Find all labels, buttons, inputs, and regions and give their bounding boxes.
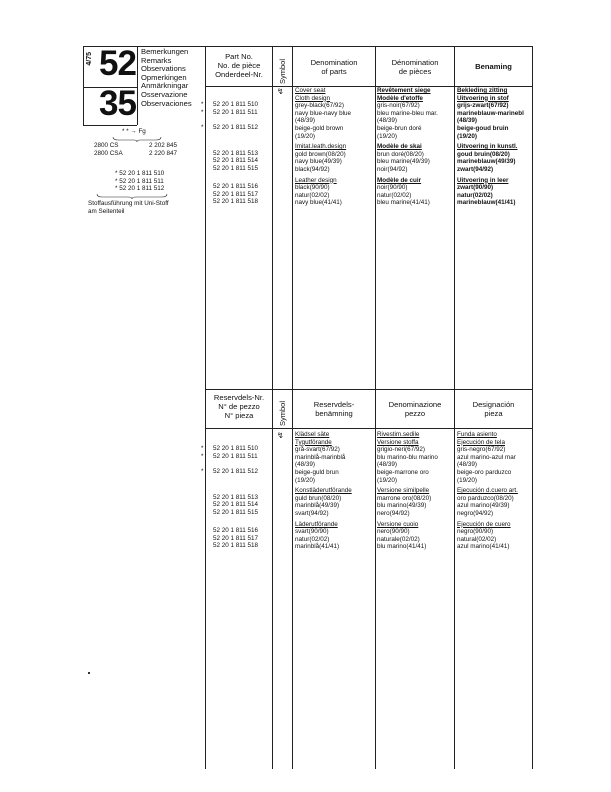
description-line: gris-negro(67/92) xyxy=(457,446,506,454)
model-code: 2 202 845 xyxy=(149,142,178,149)
description-line: beige-marrone oro xyxy=(377,468,429,476)
models-block xyxy=(94,142,177,157)
section-heading: Bekleding zitting xyxy=(457,87,508,94)
part-star xyxy=(201,535,213,543)
section-heading: Uitvoering in stof xyxy=(457,94,509,102)
part-number-row xyxy=(201,453,258,461)
description-line: beige-guld brun xyxy=(295,468,339,476)
part-number: 52 20 1 811 518 xyxy=(213,198,259,206)
description-line: noir(90/90) xyxy=(377,184,408,192)
description-line: grigio-neri(67/92) xyxy=(377,446,425,454)
part-number-row xyxy=(201,101,258,109)
description-line: (48/39) xyxy=(457,461,477,469)
section-heading: Ejecución d.cuero art. xyxy=(457,487,518,495)
part-numbers-top xyxy=(201,101,258,206)
part-number-row xyxy=(201,445,258,453)
description-line: zwart(94/92) xyxy=(457,165,494,173)
header-denomination-fr: Dénomination de pièces xyxy=(391,58,439,76)
part-number-row xyxy=(201,494,258,502)
description-line: azul marino(41/41) xyxy=(457,543,510,551)
part-number-row xyxy=(201,460,258,468)
description-line: blu marino-blu marino xyxy=(377,453,438,461)
section-heading: Versione similpelle xyxy=(377,487,430,495)
description-line: beige-gold brown xyxy=(295,124,344,132)
description-line: gold brown(08/20) xyxy=(295,150,346,158)
description-line: natur(02/02) xyxy=(457,191,493,199)
part-number: 52 20 1 811 510 xyxy=(213,101,259,108)
part-number-row xyxy=(201,519,258,527)
description-line: marrone oro(08/20) xyxy=(377,494,432,502)
part-star: * xyxy=(201,108,204,116)
description-line: azul marino-azul mar xyxy=(457,453,516,461)
description-line: (19/20) xyxy=(457,132,477,140)
description-line: (19/20) xyxy=(377,132,397,140)
section-heading: Klädsel säte xyxy=(295,431,330,438)
part-star xyxy=(201,527,213,535)
description-line: natur(02/02) xyxy=(295,191,330,199)
description-line: zwart(90/90) xyxy=(457,184,494,192)
column-fr xyxy=(377,87,438,207)
section-heading: Cover seat xyxy=(295,87,326,94)
part-number-row xyxy=(201,535,258,543)
divider-right xyxy=(532,46,533,769)
description-line: guld brun(08/20) xyxy=(295,494,342,502)
description-line: (19/20) xyxy=(457,476,477,484)
part-star: * xyxy=(201,445,204,452)
description-line: marineblauw(49/39) xyxy=(457,158,516,166)
model-row xyxy=(94,142,177,150)
part-star xyxy=(201,198,213,206)
remarks-marker: * * → Fg xyxy=(122,128,146,135)
description-line: navy blue(49/39) xyxy=(295,158,342,166)
part-number-row xyxy=(201,150,258,158)
section-divider xyxy=(205,389,532,390)
section-heading: Imitat.leath.design xyxy=(295,143,347,151)
description-line: negro(90/90) xyxy=(457,528,494,536)
part-star xyxy=(201,501,213,509)
part-number-row xyxy=(201,183,258,191)
part-number: 52 20 1 811 511 xyxy=(213,108,258,116)
part-number-row xyxy=(201,116,258,124)
part-number: 52 20 1 811 515 xyxy=(213,164,259,172)
section-heading: Versione cuoio xyxy=(377,520,419,528)
description-line: navy blue-navy blue xyxy=(295,109,352,117)
part-number-row xyxy=(201,142,258,150)
part-number-row xyxy=(201,165,258,173)
part-star: * xyxy=(201,123,204,131)
description-line: beige-oro parduzco xyxy=(457,468,512,476)
description-line: svart(90/90) xyxy=(295,528,329,536)
column-sv xyxy=(295,431,352,551)
part-number-row xyxy=(201,527,258,535)
part-star xyxy=(201,542,213,550)
part-star xyxy=(201,165,213,173)
header-reservdels: Reservdels- benämning xyxy=(313,400,355,418)
header-symbol-bottom: Symbol xyxy=(278,400,287,426)
description-line: beige-brun doré xyxy=(377,124,422,132)
remark-parts xyxy=(115,170,164,193)
part-number-row xyxy=(201,157,258,165)
page-label: 4/75 xyxy=(86,52,93,66)
part-star: * xyxy=(201,101,204,108)
description-line: gris-noir(67/92) xyxy=(377,102,420,110)
section-heading: Konstläderutförande xyxy=(295,487,352,495)
remarks-label: Osservazione xyxy=(141,89,188,99)
remarks-label: Bemerkungen xyxy=(141,47,189,56)
part-number-row xyxy=(201,468,258,476)
description-line: blu marino(41/41) xyxy=(377,543,427,551)
description-line: (19/20) xyxy=(295,476,315,484)
part-star xyxy=(201,157,213,165)
section-heading: Tygutförande xyxy=(295,438,332,446)
description-line: black(94/92) xyxy=(295,165,330,173)
brace-icon xyxy=(96,193,168,199)
description-line: noir(94/92) xyxy=(377,165,408,173)
remarks-label: Observaciones xyxy=(141,98,192,108)
header-denomination: Denomination of parts xyxy=(310,58,358,76)
column-en xyxy=(295,87,351,207)
part-number-row xyxy=(201,124,258,132)
header-benaming: Benaming xyxy=(475,62,512,71)
part-number: 52 20 1 811 515 xyxy=(213,508,259,516)
part-number-row xyxy=(201,509,258,517)
section-heading: Leather design xyxy=(295,176,337,184)
description-line: black(90/90) xyxy=(295,184,330,192)
remark-part-number: * 52 20 1 811 510 xyxy=(115,170,165,177)
subgroup-number: 35 xyxy=(99,84,136,123)
part-number-row xyxy=(201,131,258,139)
section-heading: Modèle de cuir xyxy=(377,176,422,184)
model-row xyxy=(94,150,177,158)
part-number: 52 20 1 811 513 xyxy=(213,493,259,501)
description-line: grijs-zwart(67/92) xyxy=(457,102,509,110)
description-line: goud bruin(08/20) xyxy=(457,150,510,158)
description-line: marineblauw(41/41) xyxy=(457,199,516,207)
part-number: 52 20 1 811 514 xyxy=(213,157,259,165)
description-line: natural(02/02) xyxy=(457,535,497,543)
description-line: oro parduzco(08/20) xyxy=(457,494,514,502)
description-line: natur(02/02) xyxy=(295,535,330,543)
description-line: naturale(02/02) xyxy=(377,535,420,543)
column-it xyxy=(377,431,438,551)
header-reservdels-nr: Reservdels-Nr. N° de pezzo N° pieza xyxy=(213,393,265,420)
part-star xyxy=(201,191,213,199)
section-heading: Versione stoffa xyxy=(377,438,419,446)
part-number: 52 20 1 811 512 xyxy=(213,123,259,131)
part-star xyxy=(201,150,213,158)
section-heading: Uitvoering in kunstl. xyxy=(457,143,518,151)
part-number: 52 20 1 811 516 xyxy=(213,182,259,190)
remarks-label: Anmärkningar xyxy=(141,81,189,91)
section-heading: Revêtement siege xyxy=(377,87,431,94)
part-number: 52 20 1 811 518 xyxy=(213,542,259,550)
header-symbol: Symbol xyxy=(278,58,287,84)
part-numbers-bottom xyxy=(201,445,258,550)
part-number-row xyxy=(201,486,258,494)
description-line: blu marino(49/39) xyxy=(377,502,427,510)
description-line: bleu marine-bleu mar. xyxy=(377,109,438,117)
part-number-row xyxy=(201,191,258,199)
model-name: 2800 CS xyxy=(94,142,119,149)
description-line: svart(94/92) xyxy=(295,509,329,517)
section-heading: Rivestim.sedile xyxy=(377,431,420,438)
model-code: 2 220 847 xyxy=(149,149,178,157)
description-line: (48/39) xyxy=(295,117,315,125)
group-number: 52 xyxy=(99,44,136,83)
description-line: (48/39) xyxy=(457,117,477,125)
description-line: azul marino(49/39) xyxy=(457,502,510,510)
part-number-row xyxy=(201,542,258,550)
part-star xyxy=(201,494,213,502)
part-number: 52 20 1 811 517 xyxy=(213,190,259,198)
part-star xyxy=(201,509,213,517)
header-part-no: Part No. No. de pièce Onderdeel-Nr. xyxy=(215,52,263,79)
remarks-label: Observations xyxy=(141,64,186,74)
section-heading: Modèle de skai xyxy=(377,143,422,151)
description-line: (48/39) xyxy=(295,461,315,469)
description-line: natur(02/02) xyxy=(377,191,412,199)
description-line: marinblå-marinblå xyxy=(295,453,346,461)
part-number: 52 20 1 811 517 xyxy=(213,534,259,542)
remark-part-number: * 52 20 1 811 512 xyxy=(115,185,165,193)
part-star: * xyxy=(201,452,204,460)
remarks-label: Opmerkingen xyxy=(141,72,187,82)
part-number-row xyxy=(201,109,258,117)
description-line: brun doré(08/20) xyxy=(377,150,424,158)
part-star: * xyxy=(201,467,204,475)
remarks-label: Remarks xyxy=(141,55,172,65)
description-line: bleu marine(41/41) xyxy=(377,199,430,207)
header-denominazione: Denominazione pezzo xyxy=(388,400,442,418)
section-heading: Uitvoering in leer xyxy=(457,176,509,184)
part-number-row xyxy=(201,175,258,183)
description-line: navy blue(41/41) xyxy=(295,199,342,207)
part-star xyxy=(201,183,213,191)
column-nl xyxy=(457,87,524,207)
description-line: (19/20) xyxy=(377,476,397,484)
column-es xyxy=(457,431,518,551)
header-designacion: Designación pieza xyxy=(472,400,515,418)
part-number-row xyxy=(201,198,258,206)
section-heading: Ejecución de tela xyxy=(457,438,505,446)
stray-mark xyxy=(88,672,90,674)
part-number: 52 20 1 811 513 xyxy=(213,149,259,157)
description-line: grey-black(67/92) xyxy=(295,102,344,110)
description-line: nero(94/92) xyxy=(377,509,410,517)
description-line: grå-svart(67/92) xyxy=(295,446,340,454)
part-number: 52 20 1 811 514 xyxy=(213,501,259,509)
description-line: marineblauw-marinebl xyxy=(457,109,524,117)
part-number: 52 20 1 811 512 xyxy=(213,467,259,475)
symbol-mark-icon: ↯ xyxy=(277,431,284,440)
remarks-labels xyxy=(141,48,192,108)
section-heading: Läderutförande xyxy=(295,520,338,528)
section-heading: Modèle d'etoffe xyxy=(377,94,423,102)
section-heading: Cloth design xyxy=(295,94,331,102)
part-number-row xyxy=(201,475,258,483)
description-line: negro(94/92) xyxy=(457,509,494,517)
part-number-row xyxy=(201,501,258,509)
description-line: marinblå(41/41) xyxy=(295,543,340,551)
description-line: (19/20) xyxy=(295,132,315,140)
description-line: beige-goud bruin xyxy=(457,124,509,132)
part-number: 52 20 1 811 516 xyxy=(213,526,259,534)
description-line: nero(90/90) xyxy=(377,528,410,536)
description-line: (48/39) xyxy=(377,117,397,125)
remark-part-number: * 52 20 1 811 511 xyxy=(115,177,164,185)
remarks-note: Stoffausführung mit Uni-Stoff am Seitenteil xyxy=(88,200,169,215)
part-number: 52 20 1 811 510 xyxy=(213,445,259,452)
description-line: (48/39) xyxy=(377,461,397,469)
description-line: marinblå(49/39) xyxy=(295,502,340,510)
section-heading: Ejecución de cuero xyxy=(457,520,511,528)
divider-symbol xyxy=(272,46,273,769)
symbol-mark-icon: ↯ xyxy=(277,87,284,96)
part-number: 52 20 1 811 511 xyxy=(213,452,258,460)
model-name: 2800 CSA xyxy=(94,149,123,157)
section-heading: Funda asiento xyxy=(457,431,497,438)
description-line: bleu marine(49/39) xyxy=(377,158,430,166)
